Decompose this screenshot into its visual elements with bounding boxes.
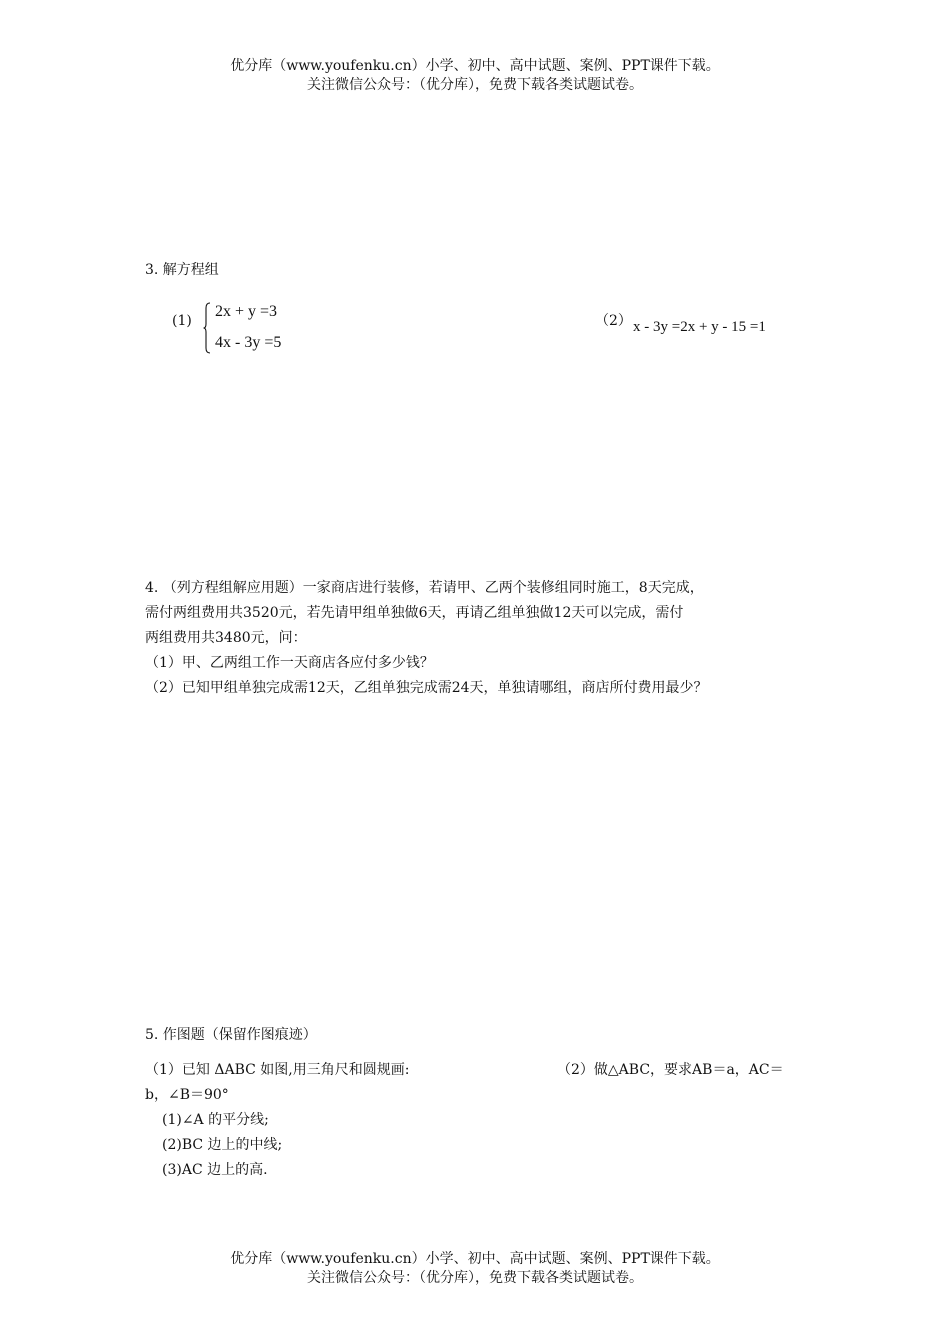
q5-part2-line-1: （2）做△ABC，要求AB＝a，AC＝ [557, 1062, 784, 1078]
equation-brace [203, 302, 211, 354]
q4-line-3: 两组费用共3480元，问： [145, 630, 307, 646]
q3-part1-equation-2: 4x - 3y =5 [215, 334, 282, 351]
q4-subquestion-1: （1）甲、乙两组工作一天商店各应付多少钱？ [145, 655, 434, 671]
q5-part1: （1）已知 ΔABC 如图,用三角尺和圆规画: [145, 1062, 410, 1078]
q3-part2-equation: x - 3y =2x + y - 15 =1 [633, 319, 766, 335]
header-line-1: 优分库（www.youfenku.cn）小学、初中、高中试题、案例、PPT课件下载。 [230, 58, 720, 74]
q5-item-3: (3)AC 边上的高. [162, 1162, 268, 1178]
q3-part1-equation-1: 2x + y =3 [215, 303, 278, 320]
header-line-2: 关注微信公众号：（优分库），免费下载各类试题试卷。 [307, 77, 643, 93]
q5-item-2: (2)BC 边上的中线; [162, 1137, 283, 1153]
q3-title: 3. 解方程组 [145, 262, 219, 278]
footer-line-2: 关注微信公众号：（优分库），免费下载各类试题试卷。 [307, 1270, 643, 1286]
q4-line-1: 4. （列方程组解应用题）一家商店进行装修，若请甲、乙两个装修组同时施工，8天完成， [145, 580, 704, 596]
footer-line-1: 优分库（www.youfenku.cn）小学、初中、高中试题、案例、PPT课件下载。 [230, 1251, 720, 1267]
q4-line-2: 需付两组费用共3520元，若先请甲组单独做6天，再请乙组单独做12天可以完成，需付 [145, 605, 684, 621]
q3-part1-label: (1) [172, 313, 192, 329]
q4-subquestion-2: （2）已知甲组单独完成需12天，乙组单独完成需24天，单独请哪组，商店所付费用最少？ [145, 680, 708, 696]
q5-part2-line-2: b，∠B＝90° [145, 1087, 229, 1103]
q5-item-1: (1)∠A 的平分线; [162, 1112, 269, 1128]
q5-title: 5. 作图题（保留作图痕迹） [145, 1027, 317, 1043]
q3-part2-label: （2） [595, 313, 632, 329]
